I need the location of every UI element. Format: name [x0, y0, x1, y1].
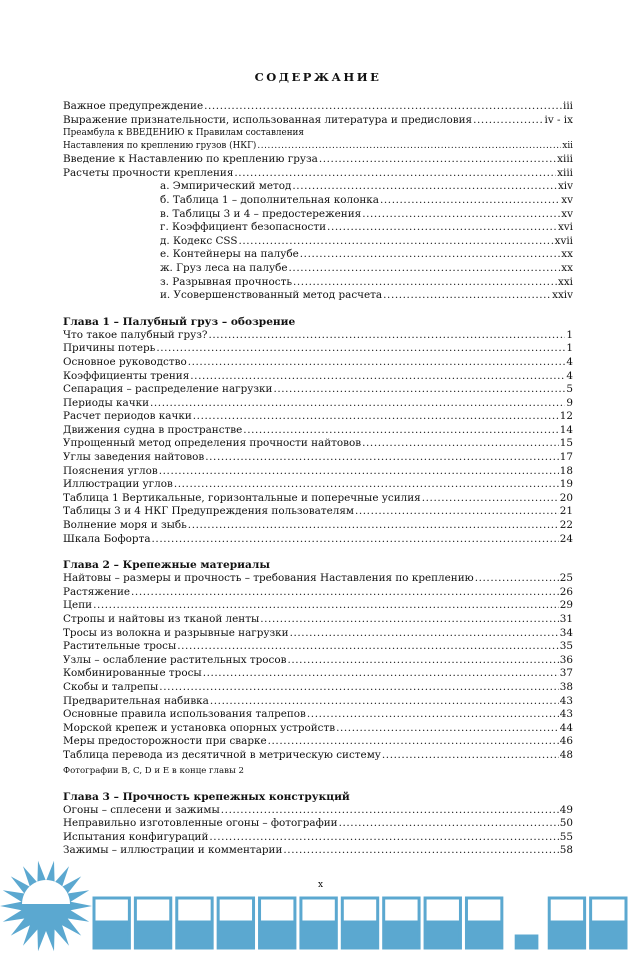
toc-entry-page: 37	[559, 667, 573, 680]
toc-entry-page: 36	[559, 653, 573, 666]
toc-entry[interactable]	[63, 194, 573, 208]
dot-leader	[273, 383, 565, 397]
toc-entry-page: 24	[559, 532, 573, 545]
dot-leader	[257, 140, 561, 153]
toc-entry[interactable]	[63, 817, 573, 831]
dot-leader	[473, 114, 543, 128]
toc-entry-page: 14	[559, 423, 573, 436]
toc-entry-page: 22	[559, 519, 573, 532]
toc-entry[interactable]	[63, 356, 573, 370]
toc-entry-title: Морской крепеж и установка опорных устройств	[63, 721, 336, 734]
dot-leader	[205, 451, 559, 465]
toc-entry-title: Найтовы – размеры и прочность – требования Наставления по креплению	[63, 572, 474, 585]
dot-leader	[380, 194, 560, 208]
toc-entry[interactable]	[63, 519, 573, 533]
toc-entry-title: Сепарация – распределение нагрузки	[63, 383, 273, 396]
dot-leader	[204, 100, 562, 114]
dot-leader	[152, 533, 559, 547]
toc-entry-page: 15	[559, 437, 573, 450]
toc-entry-page: xiii	[557, 153, 573, 166]
toc-entry[interactable]	[63, 167, 573, 181]
dot-leader	[307, 708, 559, 722]
dot-leader	[290, 627, 559, 641]
toc-entry-page: xvi	[557, 221, 573, 234]
table-of-contents	[63, 70, 573, 858]
dot-leader	[355, 505, 559, 519]
toc-entry-title: Меры предосторожности при сварке	[63, 735, 267, 748]
toc-entry-title: Огоны – сплесени и зажимы	[63, 803, 220, 816]
toc-entry[interactable]	[63, 599, 573, 613]
toc-entry[interactable]	[63, 505, 573, 519]
chapter-note: Фотографии B, C, D и E в конце главы 2	[63, 765, 245, 776]
toc-entry-page: 18	[559, 464, 573, 477]
toc-entry-title: Преамбула к ВВЕДЕНИЮ к Правилам составления	[63, 128, 304, 139]
dot-leader	[210, 695, 559, 709]
toc-entry-page: 58	[559, 844, 573, 857]
toc-entry-page: 1	[566, 328, 573, 341]
toc-entry[interactable]	[63, 437, 573, 451]
toc-entry-title: Стропы и найтовы из тканой ленты	[63, 613, 260, 625]
dot-leader	[203, 667, 559, 681]
toc-entry-title: Введение к Наставлению по креплению груза	[63, 153, 318, 166]
dot-leader	[422, 492, 559, 506]
toc-entry-title: Наставления по креплению грузов (НКГ)	[63, 141, 257, 152]
toc-entry-page: 46	[559, 735, 573, 748]
toc-entry[interactable]	[63, 478, 573, 492]
toc-entry[interactable]	[63, 289, 573, 303]
toc-entry-page: iv - ix	[544, 113, 573, 126]
toc-entry-page: 1	[566, 342, 573, 355]
toc-entry[interactable]	[63, 248, 573, 262]
toc-entry-title: Шкала Бофорта	[63, 532, 151, 545]
dot-leader	[475, 572, 559, 586]
toc-entry-title: Движения судна в пространстве	[63, 423, 243, 436]
dot-leader	[268, 735, 559, 749]
chapter-heading: Глава 2 – Крепежные материалы	[63, 559, 270, 572]
toc-entry-page: xxi	[557, 275, 573, 288]
toc-entry-title: Расчет периодов качки	[63, 410, 192, 423]
dot-leader	[177, 640, 559, 654]
dot-leader	[289, 262, 561, 276]
toc-entry-title: Упрощенный метод определения прочности найтовов	[63, 437, 362, 450]
toc-entry-title: Расчеты прочности крепления	[63, 166, 234, 179]
toc-entry[interactable]	[63, 100, 573, 114]
toc-entry[interactable]	[63, 831, 573, 845]
toc-entry-title: Важное предупреждение	[63, 100, 204, 112]
toc-entry[interactable]	[63, 722, 573, 736]
toc-entry-page: 25	[559, 572, 573, 585]
toc-entry-title: Таблица перевода из десятичной в метрическую систему	[63, 748, 381, 761]
toc-entry-page: 43	[559, 694, 573, 707]
toc-entry-page: 43	[559, 708, 573, 721]
toc-entry-title: Основные правила использования талрепов	[63, 708, 306, 721]
dot-leader	[339, 817, 559, 831]
toc-entry-title: Причины потерь	[63, 342, 156, 355]
toc-entry-title: Комбинированные тросы	[63, 667, 202, 680]
dot-leader	[221, 804, 559, 818]
toc-entry-page: 38	[559, 680, 573, 693]
toc-entry-title: Углы заведения найтовов	[63, 451, 205, 464]
toc-entry[interactable]	[63, 370, 573, 384]
dot-leader	[336, 722, 559, 736]
chapter-heading: Глава 3 – Прочность крепежных конструкций	[63, 790, 350, 803]
toc-entry-title: и. Усовершенствованный метод расчета	[160, 289, 383, 302]
dot-leader	[238, 235, 553, 249]
dot-leader	[293, 276, 557, 290]
toc-entry-page: 17	[559, 451, 573, 464]
dot-leader	[234, 167, 556, 181]
toc-entry-title: Коэффициенты трения	[63, 369, 190, 382]
toc-entry-page: 50	[559, 817, 573, 830]
toc-entry-page: xiii	[557, 166, 573, 179]
dot-leader	[159, 681, 558, 695]
toc-entry[interactable]	[63, 533, 573, 547]
toc-entry[interactable]	[63, 262, 573, 276]
toc-entry[interactable]	[63, 127, 573, 140]
toc-entry-page: 4	[566, 355, 573, 368]
toc-entry[interactable]	[63, 221, 573, 235]
toc-entry[interactable]	[63, 153, 573, 167]
toc-entry[interactable]	[63, 276, 573, 290]
dot-leader	[243, 424, 558, 438]
toc-entry[interactable]	[63, 654, 573, 668]
toc-entry-title: Тросы из волокна и разрывные нагрузки	[63, 626, 289, 639]
toc-entry-page: 31	[559, 613, 573, 625]
dot-leader	[93, 599, 559, 613]
toc-entry[interactable]	[63, 640, 573, 654]
toc-entry[interactable]	[63, 627, 573, 641]
toc-entry-page: xv	[561, 193, 573, 206]
dot-leader	[383, 289, 551, 303]
toc-entry[interactable]	[63, 424, 573, 438]
toc-entry[interactable]	[63, 451, 573, 465]
sun-icon	[0, 861, 92, 952]
page-title: СОДЕРЖАНИЕ	[254, 70, 382, 84]
toc-entry-title: Предварительная набивка	[63, 694, 209, 707]
toc-entry[interactable]	[63, 180, 573, 194]
toc-entry-page: xv	[561, 207, 573, 220]
dot-leader	[131, 586, 559, 600]
toc-entry-page: xvii	[554, 234, 573, 247]
dot-leader	[190, 370, 565, 384]
dot-leader	[174, 478, 559, 492]
toc-entry-title: б. Таблица 1 – дополнительная колонка	[160, 193, 379, 206]
dot-leader	[150, 397, 565, 411]
toc-entry-title: Растяжение	[63, 585, 131, 598]
toc-entry[interactable]	[63, 708, 573, 722]
toc-entry-page: xiv	[557, 180, 573, 193]
toc-entry-title: Таблица 1 Вертикальные, горизонтальные и поперечные усилия	[63, 491, 421, 504]
watermark-lettering	[94, 898, 626, 948]
dot-leader	[209, 831, 558, 845]
toc-entry[interactable]	[63, 465, 573, 479]
dot-leader	[300, 248, 561, 262]
toc-entry[interactable]	[63, 695, 573, 709]
toc-entry[interactable]	[63, 140, 573, 153]
toc-entry[interactable]	[63, 749, 573, 763]
chapters	[63, 315, 573, 858]
dot-leader	[193, 410, 559, 424]
toc-entry[interactable]	[63, 114, 573, 128]
page-number: x	[318, 880, 324, 890]
dot-leader	[382, 749, 559, 763]
toc-entry-title: Зажимы – иллюстрации и комментарии	[63, 844, 283, 857]
toc-entry[interactable]	[63, 410, 573, 424]
front-matter	[63, 100, 573, 303]
toc-entry[interactable]	[63, 586, 573, 600]
toc-entry-title: ж. Груз леса на палубе	[160, 261, 288, 274]
toc-entry[interactable]	[63, 844, 573, 858]
toc-entry[interactable]	[63, 572, 573, 586]
toc-entry-page: 55	[559, 830, 573, 843]
toc-entry-title: Пояснения углов	[63, 464, 158, 477]
toc-entry-page: xx	[561, 248, 573, 261]
toc-entry-page: 21	[559, 505, 573, 518]
toc-entry-title: д. Кодекс CSS	[160, 234, 238, 247]
toc-entry[interactable]	[63, 383, 573, 397]
toc-entry-page: 34	[559, 626, 573, 639]
dot-leader	[188, 356, 566, 370]
dot-leader	[362, 437, 559, 451]
toc-entry-page: 20	[559, 491, 573, 504]
dot-leader	[208, 329, 565, 343]
dot-leader	[362, 208, 560, 222]
toc-entry[interactable]	[63, 804, 573, 818]
toc-entry-title: Основное руководство	[63, 355, 187, 368]
toc-entry[interactable]	[63, 735, 573, 749]
dot-leader	[287, 654, 558, 668]
toc-entry-page: 19	[559, 478, 573, 491]
toc-entry-page: 44	[559, 721, 573, 734]
toc-entry-page: xx	[561, 261, 573, 274]
toc-entry[interactable]	[63, 667, 573, 681]
toc-entry[interactable]	[63, 613, 573, 627]
toc-entry[interactable]	[63, 235, 573, 249]
toc-entry[interactable]	[63, 342, 573, 356]
toc-entry-page: 9	[566, 396, 573, 409]
toc-entry-page: 26	[559, 585, 573, 598]
toc-entry-page: xxiv	[552, 289, 573, 302]
dot-leader	[159, 465, 559, 479]
toc-entry[interactable]	[63, 681, 573, 695]
dot-leader	[327, 221, 557, 235]
toc-entry-page: 35	[559, 640, 573, 653]
dot-leader	[188, 519, 559, 533]
dot-leader	[292, 180, 557, 194]
toc-entry-title: Иллюстрации углов	[63, 478, 173, 491]
toc-entry[interactable]	[63, 329, 573, 343]
toc-entry-title: Испытания конфигураций	[63, 830, 209, 843]
toc-entry-title: Цепи	[63, 599, 93, 612]
toc-entry-title: Скобы и талрепы	[63, 680, 159, 693]
toc-entry-title: е. Контейнеры на палубе	[160, 248, 299, 261]
toc-entry-page: 4	[566, 369, 573, 382]
dot-leader	[156, 342, 565, 356]
toc-entry-page: xii	[562, 141, 573, 152]
dot-leader	[283, 844, 558, 858]
toc-entry-title: Растительные тросы	[63, 640, 177, 653]
toc-entry-title: Таблицы 3 и 4 НКГ Предупреждения пользователям	[63, 505, 354, 518]
toc-entry-title: Неправильно изготовленные огоны – фотографии	[63, 817, 338, 830]
toc-entry-title: Выражение признательности, использованная литература и предисловия	[63, 113, 473, 126]
toc-entry-title: в. Таблицы 3 и 4 – предостережения	[160, 207, 362, 220]
toc-entry-page: 49	[559, 803, 573, 816]
seatracker-watermark-logo	[0, 858, 641, 953]
toc-entry-title: Узлы – ослабление растительных тросов	[63, 653, 287, 666]
toc-entry-page: 12	[559, 410, 573, 423]
toc-entry[interactable]	[63, 397, 573, 411]
toc-entry-title: Что такое палубный груз?	[63, 328, 208, 341]
toc-entry-page: 29	[559, 599, 573, 612]
dot-leader	[260, 613, 559, 627]
toc-entry-page: 48	[559, 748, 573, 761]
toc-entry-title: г. Коэффициент безопасности	[160, 221, 327, 234]
toc-entry-page: 5	[566, 383, 573, 396]
toc-entry-title: Периоды качки	[63, 396, 149, 409]
dot-leader	[319, 153, 556, 167]
toc-entry-title: Волнение моря и зыбь	[63, 519, 187, 532]
toc-entry[interactable]	[63, 208, 573, 222]
toc-entry-title: а. Эмпирический метод	[160, 180, 292, 193]
toc-entry-page: iii	[563, 100, 573, 112]
toc-entry-title: з. Разрывная прочность	[160, 275, 292, 288]
chapter-heading: Глава 1 – Палубный груз – обозрение	[63, 315, 296, 328]
toc-entry[interactable]	[63, 492, 573, 506]
